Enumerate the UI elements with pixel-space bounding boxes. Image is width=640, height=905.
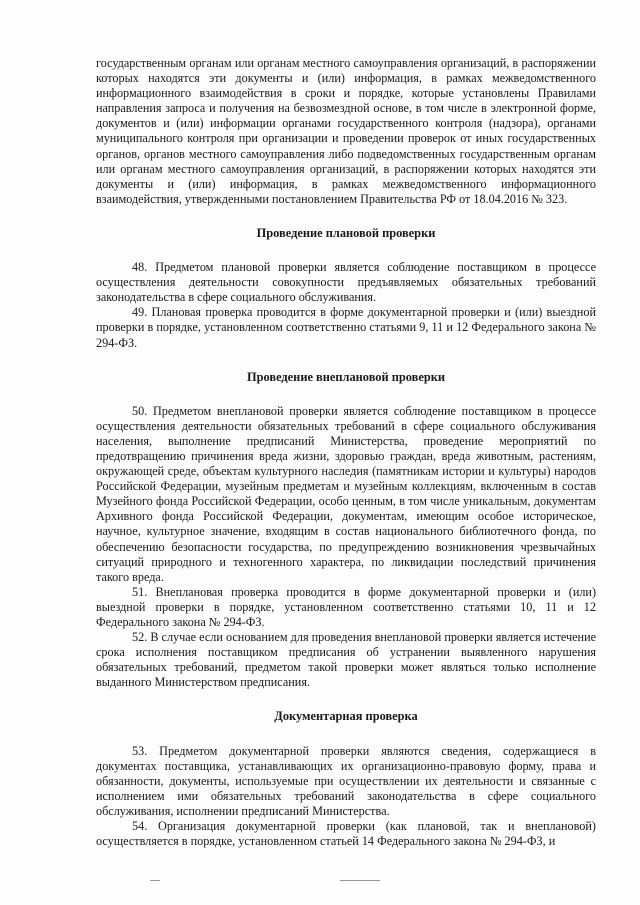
intro-paragraph: государственным органам или органам местного самоуправления организаций, в распоряжении которых находятся эти документы и (или) информация, в рамках межведомственного информационного взаимодействия в сроки и порядке, которые установлены Правилами направления запроса и получения на безвозмездной основе, в том числе в электронной форме, документов и (или) информации органами государственного контроля (надзора), органами муниципального контроля при организации и проведении проверок от иных государственных органов, органов местного самоуправления либо подведомственных государственным органам или органам местного самоуправления организаций, в распоряжении которых находятся эти документы и (или) информация, в рамках межведомственного информационного взаимодействия, утвержденными постановлением Правительства РФ от 18.04.2016 № 323. bbox=[96, 56, 596, 206]
paragraph-52: 52. В случае если основанием для проведения внеплановой проверки является истечение срока исполнения поставщиком предписания об устранении выявленного нарушения обязательных требований, предметом такой проверки может являться только исполнение выданного Министерством предписания. bbox=[96, 630, 596, 690]
paragraph-53: 53. Предметом документарной проверки являются сведения, содержащиеся в документах поставщика, устанавливающих их организационно-правовую форму, права и обязанности, документы, используемые при осуществлении их деятельности и связанные с исполнением ими обязательных требований законодательства в сфере социального обслуживания, исполнении предписаний Министерства. bbox=[96, 743, 596, 818]
section-heading: Проведение внеплановой проверки bbox=[246, 369, 446, 384]
scan-artifact-mark bbox=[150, 880, 160, 881]
section-heading: Проведение плановой проверки bbox=[256, 225, 436, 240]
section-documentary-inspection bbox=[96, 709, 596, 849]
paragraph-48: 48. Предметом плановой проверки является соблюдение поставщиком в процессе осуществления деятельности совокупности предъявляемых обязательных требований законодательства в сфере социального обслуживания. bbox=[96, 260, 596, 305]
document-body bbox=[96, 56, 596, 849]
section-planned-inspection bbox=[96, 226, 596, 351]
section-unplanned-inspection bbox=[96, 370, 596, 691]
paragraph-54: 54. Организация документарной проверки (как плановой, так и внеплановой) осуществляется в порядке, установленном статьей 14 Федерального закона № 294-ФЗ, и bbox=[96, 819, 596, 849]
paragraph-50: 50. Предметом внеплановой проверки является соблюдение поставщиком в процессе осуществления деятельности обязательных требований в сфере социального обслуживания населения, выполнение предписаний Министерства, проведение мероприятий по предотвращению причинения вреда жизни, здоровью граждан, вреда животным, растениям, окружающей среде, объектам культурного наследия (памятникам истории и культуры) народов Российской Федерации, музейным предметам и музейным коллекциям, включенным в состав Музейного фонда Российской Федерации, особо ценным, в том числе уникальным, документам Архивного фонда Российской Федерации, документам, имеющим особое историческое, научное, культурное значение, входящим в состав национального библиотечного фонда, по обеспечению безопасности государства, по предупреждению возникновения чрезвычайных ситуаций природного и техногенного характера, по ликвидации последствий причинения такого вреда. bbox=[96, 403, 596, 584]
section-heading: Документарная проверка bbox=[274, 709, 418, 724]
scan-artifact-mark bbox=[340, 880, 380, 881]
paragraph-49: 49. Плановая проверка проводится в форме документарной проверки и (или) выездной проверки в порядке, установленном соответственно статьями 9, 11 и 12 Федерального закона № 294-ФЗ. bbox=[96, 305, 596, 350]
paragraph-51: 51. Внеплановая проверка проводится в форме документарной проверки и (или) выездной проверки в порядке, установленном соответственно статьями 10, 11 и 12 Федерального закона № 294-ФЗ. bbox=[96, 584, 596, 629]
